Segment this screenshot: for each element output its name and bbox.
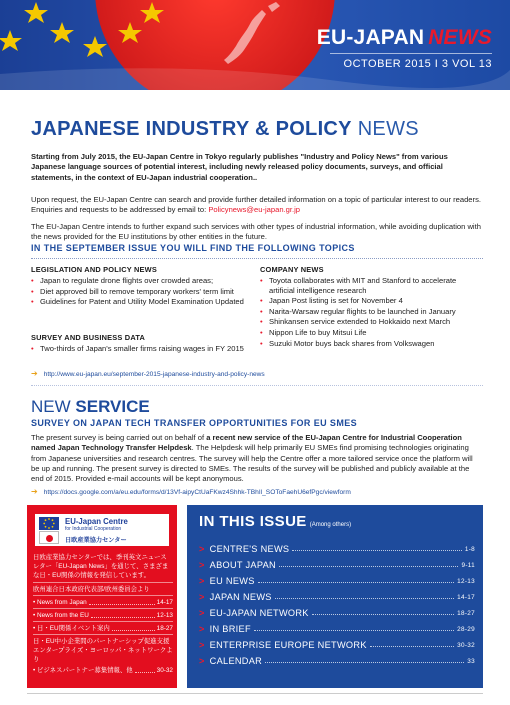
list-item: • Shinkansen service extended to Hokkaido next March [260,317,483,327]
japan-flag-icon [39,531,59,544]
list-item: • Japan Post listing is set for November 4 [260,296,483,306]
toc-item[interactable]: > JAPAN NEWS 14-17 [199,592,475,602]
issue-info: OCTOBER 2015 I 3 VOL 13 [343,58,492,70]
list-item: • Guidelines for Patent and Utility Model Examination Updated [31,297,251,307]
survey-list [31,344,251,355]
legislation-list [31,276,251,308]
japanese-item: • News from the EU 12-13 [33,612,173,619]
survey-paragraph: The present survey is being carried out on behalf of a recent new service of the EU-Japan Centre for Industrial Cooperation named Japan Technology Transfer Helpdesk. The Helpdesk will help primarily EU SMEs find promising technologies originating from Japanese universities and research centres. The survey will help the Centre offer a more tailored service once the platform will be up and running. The present survey is directed to SMEs. The results of the survey will be published and publicly available at the end of 2015. Provided e-mail accounts will be kept anonymous. [31,433,473,484]
toc-title: IN THIS ISSUE (Among others) [199,513,352,530]
list-item: • Japan to regulate drone flights over crowded areas; [31,276,251,286]
divider [33,595,173,596]
email-link[interactable]: Policynews@eu-japan.gr.jp [208,205,301,215]
toc-item[interactable]: > EU-JAPAN NETWORK 18-27 [199,608,475,618]
survey-link-row [31,487,351,496]
request-paragraph: Upon request, the EU-Japan Centre can search and provide further detailed information on a topic of particular interest to our readers. Enquiries and requests to be addressed by email to: Policynews@eu-japan.gr.jp [31,195,481,215]
banner-divider [330,53,492,54]
chevron-right-icon: > [199,560,205,570]
company-list [260,276,483,349]
footer-divider [27,693,483,694]
eu-flag-icon [39,517,59,530]
japanese-section-label: 欧州連合日本政府代表部/欧州委員会より [33,586,150,593]
list-item: • Narita-Warsaw regular flights to be launched in January [260,307,483,317]
chevron-right-icon: > [199,544,205,554]
japanese-item: • 日・EU関係イベント案内 18-27 [33,625,173,632]
japanese-network-text: 日・EU中小企業間のパートナーシップ促進支援エンタープライズ・ヨーロッパ・ネットワークより [33,638,173,663]
table-of-contents [187,505,483,688]
chevron-right-icon: > [199,576,205,586]
divider [33,608,173,609]
japanese-intro: 日欧産業協力センターでは、季刊英文ニュースレター「EU-Japan News」を通じて、さまざまな日・EU関係の情報を発信しています。 [33,554,169,579]
toc-item[interactable]: > CALENDAR 33 [199,656,475,666]
divider [33,582,173,583]
section-title: JAPANESE INDUSTRY & POLICY NEWS [31,118,419,140]
legislation-heading: LEGISLATION AND POLICY NEWS [31,265,157,274]
toc-item[interactable]: > ABOUT JAPAN 9-11 [199,560,475,570]
new-service-title: NEW SERVICE [31,397,150,416]
list-item: • Toyota collaborates with MIT and Stanford to accelerate artificial intelligence research [260,276,483,295]
toc-item[interactable]: > IN BRIEF 28-29 [199,624,475,634]
divider [31,258,483,259]
expansion-paragraph: The EU-Japan Centre intends to further expand such services with other types of industrial information, while avoiding duplication with the news provided for the EU institutions by other entities in the future. [31,222,481,242]
eu-japan-centre-logo: EU-Japan Centre for Industrial Cooperation 日欧産業協力センター [35,514,169,546]
arrow-right-icon: ➔ [31,369,38,378]
survey-heading: SURVEY AND BUSINESS DATA [31,333,146,342]
japanese-summary-box [27,505,177,688]
chevron-right-icon: > [199,640,205,650]
divider [31,385,483,386]
list-item: • Diet approved bill to remove temporary workers' term limit [31,287,251,297]
toc-item[interactable]: > ENTERPRISE EUROPE NETWORK 30-32 [199,640,475,650]
list-item: • Suzuki Motor buys back shares from Volkswagen [260,339,483,349]
survey-heading: SURVEY ON JAPAN TECH TRANSFER OPPORTUNITIES FOR EU SMES [31,418,358,428]
chevron-right-icon: > [199,624,205,634]
divider [33,634,173,635]
company-heading: COMPANY NEWS [260,265,324,274]
newsletter-title: EU-JAPAN NEWS [316,26,492,49]
toc-item[interactable]: > EU NEWS 12-13 [199,576,475,586]
list-item: • Nippon Life to buy Mitsui Life [260,328,483,338]
chevron-right-icon: > [199,656,205,666]
survey-url-link[interactable]: https://docs.google.com/a/eu.edu/forms/d/13Vf-aipyCtUaFKwz4Shhk-TBhIl_SOToFaehU6efPgc/viewform [43,489,351,496]
divider [33,621,173,622]
topics-heading: IN THE SEPTEMBER ISSUE YOU WILL FIND THE FOLLOWING TOPICS [31,243,355,253]
chevron-right-icon: > [199,592,205,602]
japanese-item: • News from Japan 14-17 [33,599,173,606]
toc-item[interactable]: > CENTRE'S NEWS 1-8 [199,544,475,554]
list-item: • Two-thirds of Japan's smaller firms raising wages in FY 2015 [31,344,251,354]
arrow-right-icon: ➔ [31,487,38,496]
intro-paragraph: Starting from July 2015, the EU-Japan Centre in Tokyo regularly publishes "Industry and Policy News" from various Japanese language sources of potential interest, including newly released policy documents, surveys, and official statements, in the context of EU-Japan industrial cooperation.. [31,152,448,182]
japanese-item: • ビジネスパートナー募集情報、他 30-32 [33,667,173,674]
topics-url-link[interactable]: http://www.eu-japan.eu/september-2015-japanese-industry-and-policy-news [43,371,265,378]
topics-link-row [31,369,265,378]
header-banner [0,0,510,90]
chevron-right-icon: > [199,608,205,618]
